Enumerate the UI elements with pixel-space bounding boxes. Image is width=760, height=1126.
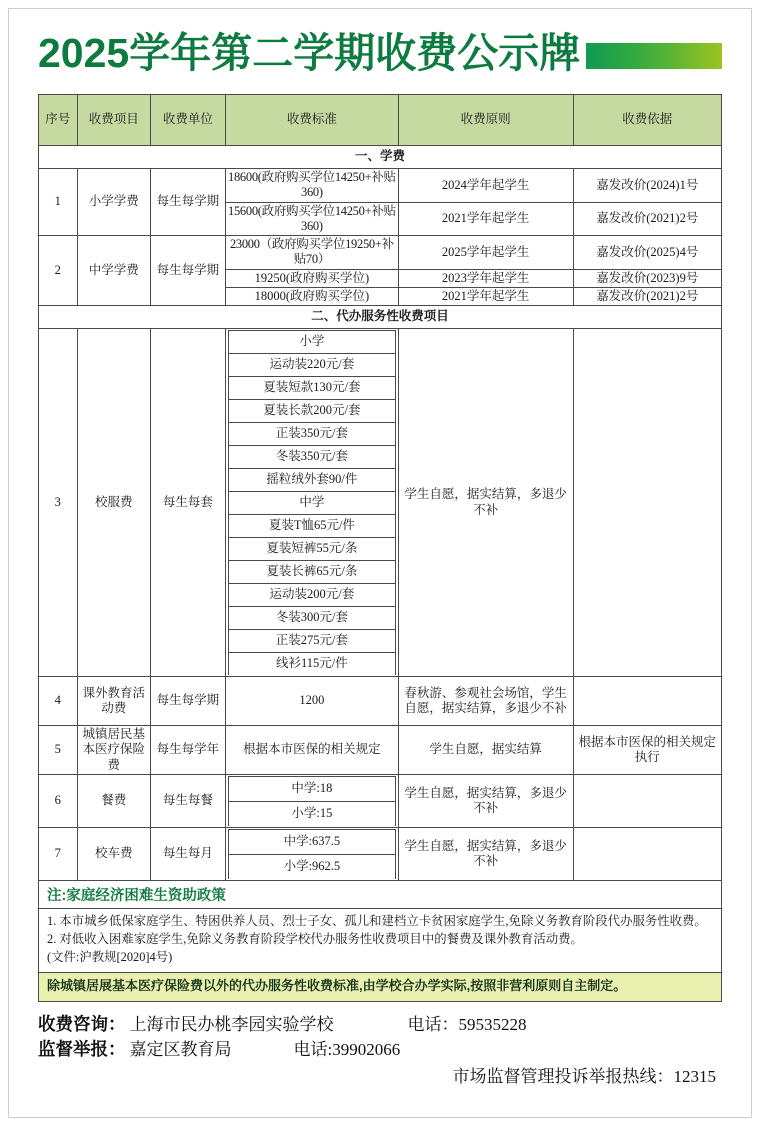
list-item: 正装275元/套	[228, 630, 395, 653]
cell-standard: 15600(政府购买学位14250+补贴360)	[225, 202, 398, 236]
list-item: 冬装300元/套	[228, 607, 395, 630]
fee-table	[38, 94, 722, 881]
cell-item: 校服费	[77, 329, 150, 677]
consult-tel: 电话：59535228	[407, 1014, 527, 1034]
notes-body	[38, 909, 722, 973]
list-item: 摇粒绒外套90/件	[228, 469, 395, 492]
cell-item: 小学学费	[77, 169, 150, 236]
cell-index: 5	[39, 726, 78, 775]
notes-heading: 注:家庭经济困难生资助政策	[38, 881, 722, 909]
cell-standard-list	[225, 775, 398, 828]
cell-basis	[573, 775, 721, 828]
uniform-price-list	[228, 330, 396, 675]
cell-principle: 2021学年起学生	[398, 202, 573, 236]
cell-principle: 2021学年起学生	[398, 287, 573, 305]
cell-unit: 每生每学期	[150, 677, 225, 726]
list-item: 中学	[228, 492, 395, 515]
list-item: 中学:18	[228, 777, 395, 802]
cell-index: 3	[39, 329, 78, 677]
cell-item: 城镇居民基本医疗保险费	[77, 726, 150, 775]
cell-standard-list	[225, 329, 398, 677]
cell-item: 中学学费	[77, 236, 150, 306]
cell-index: 7	[39, 828, 78, 881]
highlight-text: 除城镇居展基本医疗保险费以外的代办服务性收费标准,由学校合办学实际,按照非营利原则自主制定。	[47, 977, 627, 993]
cell-index: 2	[39, 236, 78, 306]
cell-index: 4	[39, 677, 78, 726]
section-header-services	[39, 306, 722, 329]
cell-basis: 根据本市医保的相关规定执行	[573, 726, 721, 775]
list-item: 夏装长裤65元/条	[228, 561, 395, 584]
report-label: 监督举报：	[38, 1039, 126, 1060]
meal-price-list	[228, 776, 396, 826]
list-item: 小学:15	[228, 802, 395, 827]
consult-org: 上海市民办桃李园实验学校	[129, 1014, 334, 1034]
cell-standard: 23000（政府购买学位19250+补贴70）	[225, 236, 398, 270]
table-row	[39, 726, 722, 775]
cell-unit: 每生每学期	[150, 169, 225, 236]
cell-standard: 18600(政府购买学位14250+补贴360)	[225, 169, 398, 203]
cell-basis	[573, 329, 721, 677]
consult-label: 收费咨询：	[38, 1013, 126, 1034]
cell-principle: 学生自愿，据实结算，多退少不补	[398, 775, 573, 828]
cell-basis: 嘉发改价(2025)4号	[573, 236, 721, 270]
cell-standard: 1200	[225, 677, 398, 726]
header-unit: 收费单位	[150, 95, 225, 146]
bus-price-list	[228, 829, 396, 879]
cell-item: 餐费	[77, 775, 150, 828]
cell-principle: 春秋游、参观社会场馆，学生自愿，据实结算，多退少不补	[398, 677, 573, 726]
cell-basis: 嘉发改价(2021)2号	[573, 202, 721, 236]
cell-principle: 2023学年起学生	[398, 269, 573, 287]
section-label-2: 二、代办服务性收费项目	[39, 306, 722, 329]
cell-unit	[150, 329, 225, 677]
footer-consult-line	[38, 1012, 722, 1038]
list-item: 线衫115元/件	[228, 653, 395, 676]
table-header-row	[39, 95, 722, 146]
cell-basis: 嘉发改价(2024)1号	[573, 169, 721, 203]
header-index: 序号	[39, 95, 78, 146]
footer-contact	[38, 1012, 722, 1090]
report-tel: 电话:39902066	[293, 1040, 401, 1060]
table-row	[39, 329, 722, 677]
cell-principle: 2024学年起学生	[398, 169, 573, 203]
list-item: 夏装长款200元/套	[228, 400, 395, 423]
list-item: 夏装T恤65元/件	[228, 515, 395, 538]
highlight-box	[38, 973, 722, 1002]
cell-principle: 学生自愿，据实结算	[398, 726, 573, 775]
note-line-3: (文件:沪教规[2020]4号)	[47, 949, 173, 964]
list-item: 运动装200元/套	[228, 584, 395, 607]
cell-basis: 嘉发改价(2021)2号	[573, 287, 721, 305]
table-row	[39, 828, 722, 881]
table-row	[39, 169, 722, 203]
list-item: 运动装220元/套	[228, 354, 395, 377]
cell-principle: 学生自愿，据实结算，多退少不补	[398, 828, 573, 881]
section-header-tuition	[39, 146, 722, 169]
cell-standard: 19250(政府购买学位)	[225, 269, 398, 287]
footer-report-line	[38, 1037, 722, 1063]
cell-item: 课外教育活动费	[77, 677, 150, 726]
note-line-1: 1. 本市城乡低保家庭学生、特困供养人员、烈士子女、孤儿和建档立卡贫困家庭学生,免除义务教育阶段代办服务性收费。	[47, 914, 707, 928]
list-item: 中学:637.5	[228, 830, 395, 855]
note-line-2: 2. 对低收入困难家庭学生,免除义务教育阶段学校代办服务性收费项目中的餐费及课外教育活动费。	[47, 931, 583, 946]
cell-principle: 2025学年起学生	[398, 236, 573, 270]
header-standard: 收费标准	[225, 95, 398, 146]
cell-basis: 嘉发改价(2023)9号	[573, 269, 721, 287]
complaint-hotline: 市场监督管理投诉举报热线：12315	[452, 1067, 716, 1087]
cell-basis	[573, 828, 721, 881]
report-org: 嘉定区教育局	[129, 1040, 232, 1060]
cell-item: 校车费	[77, 828, 150, 881]
cell-standard: 根据本市医保的相关规定	[225, 726, 398, 775]
section-label-1: 一、学费	[39, 146, 722, 169]
list-item: 夏装短款130元/套	[228, 377, 395, 400]
cell-basis	[573, 677, 721, 726]
table-row	[39, 677, 722, 726]
cell-standard: 18000(政府购买学位)	[225, 287, 398, 305]
cell-unit: 每生每学年	[150, 726, 225, 775]
page-title: 2025学年第二学期收费公示牌	[38, 30, 581, 76]
cell-index: 6	[39, 775, 78, 828]
cell-principle: 学生自愿，据实结算，多退少不补	[398, 329, 573, 677]
list-item: 夏装短裤55元/条	[228, 538, 395, 561]
header-item: 收费项目	[77, 95, 150, 146]
cell-unit: 每生每月	[150, 828, 225, 881]
header-principle: 收费原则	[398, 95, 573, 146]
header-basis: 收费依据	[573, 95, 721, 146]
list-item: 小学:962.5	[228, 855, 395, 880]
page-title-row	[38, 26, 722, 80]
title-gradient-bar	[586, 43, 722, 69]
list-item: 正装350元/套	[228, 423, 395, 446]
table-row	[39, 236, 722, 270]
list-item: 冬装350元/套	[228, 446, 395, 469]
cell-standard-list	[225, 828, 398, 881]
table-row	[39, 775, 722, 828]
cell-unit: 每生每学期	[150, 236, 225, 306]
cell-index: 1	[39, 169, 78, 236]
cell-unit: 每生每餐	[150, 775, 225, 828]
cell-unit-text: 每生每套	[162, 494, 213, 509]
list-item: 小学	[228, 331, 395, 354]
